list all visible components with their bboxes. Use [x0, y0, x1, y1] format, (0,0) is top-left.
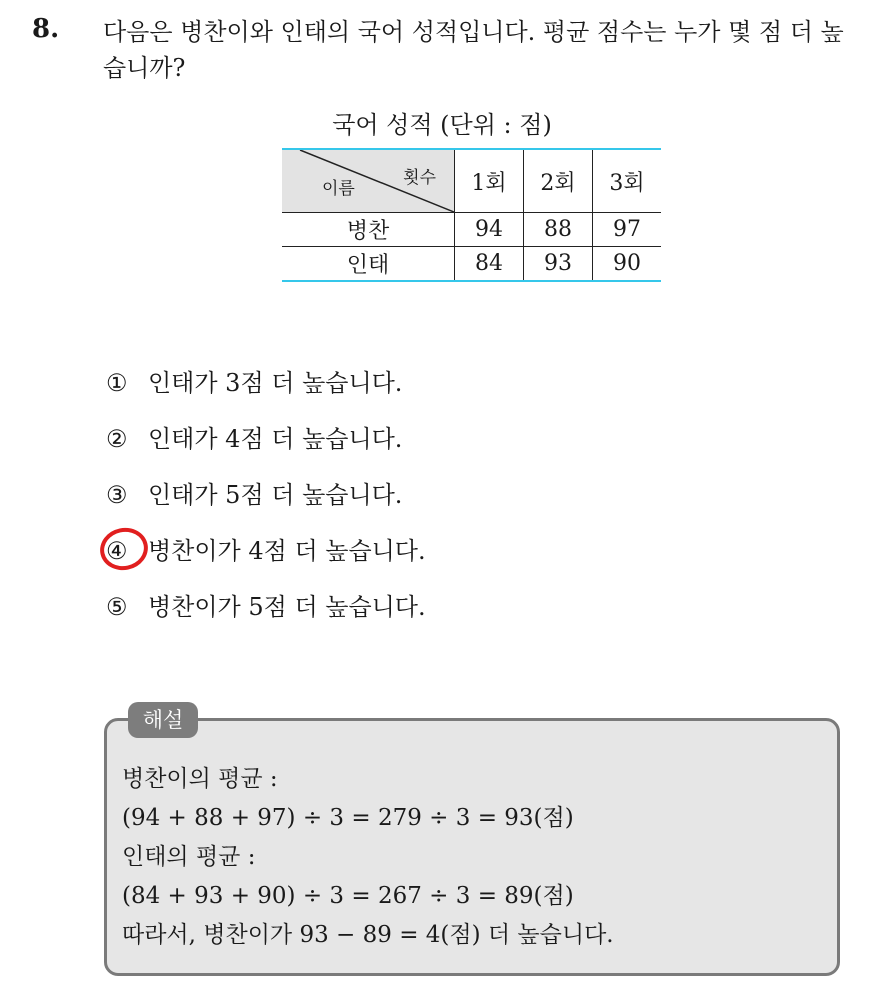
- choice-number: ②: [106, 425, 128, 453]
- answer-choices: [106, 355, 426, 635]
- question-number: 8.: [32, 14, 60, 44]
- explanation-line: (94 + 88 + 97) ÷ 3 = 279 ÷ 3 = 93(점): [122, 805, 574, 831]
- choice-number: ③: [106, 481, 128, 509]
- explanation-tag: 해설: [128, 702, 198, 738]
- table-header-row: [282, 149, 661, 213]
- table-cell: 84: [455, 247, 524, 282]
- table-cell: 93: [524, 247, 593, 282]
- choice-3[interactable]: [106, 467, 426, 523]
- header-count-label: 횟수: [403, 168, 436, 188]
- explanation-line: (84 + 93 + 90) ÷ 3 = 267 ÷ 3 = 89(점): [122, 883, 574, 909]
- row-name: 병찬: [282, 213, 455, 247]
- choice-text: 인태가 4점 더 높습니다.: [148, 425, 403, 453]
- column-header: 2회: [524, 149, 593, 213]
- choice-text: 인태가 5점 더 높습니다.: [148, 481, 403, 509]
- table-cell: 88: [524, 213, 593, 247]
- explanation-line: 따라서, 병찬이가 93 − 89 = 4(점) 더 높습니다.: [122, 922, 614, 948]
- choice-2[interactable]: [106, 411, 426, 467]
- choice-number: ①: [106, 369, 128, 397]
- column-header: 1회: [455, 149, 524, 213]
- choice-text: 병찬이가 4점 더 높습니다.: [148, 537, 426, 565]
- choice-text: 인태가 3점 더 높습니다.: [148, 369, 403, 397]
- explanation-text: [122, 760, 614, 955]
- table-row: [282, 247, 661, 282]
- table-cell: 94: [455, 213, 524, 247]
- table-cell: 90: [593, 247, 662, 282]
- header-name-label: 이름: [322, 179, 355, 199]
- explanation-line: 병찬이의 평균 :: [122, 766, 278, 792]
- table-row: [282, 213, 661, 247]
- table-caption: 국어 성적 (단위 : 점): [332, 111, 552, 139]
- column-header: 3회: [593, 149, 662, 213]
- choice-number: ⑤: [106, 593, 128, 621]
- choice-1[interactable]: [106, 355, 426, 411]
- table-cell: 97: [593, 213, 662, 247]
- choice-text: 병찬이가 5점 더 높습니다.: [148, 593, 426, 621]
- choice-4[interactable]: [106, 523, 426, 579]
- choice-number: ④: [106, 537, 128, 565]
- row-name: 인태: [346, 253, 390, 278]
- question-text: 다음은 병찬이와 인태의 국어 성적입니다. 평균 점수는 누가 몇 점 더 높습니까?: [103, 18, 844, 82]
- explanation-line: 인태의 평균 :: [122, 844, 256, 870]
- choice-5[interactable]: [106, 579, 426, 635]
- diagonal-header-cell: [282, 149, 455, 213]
- score-table: [282, 148, 661, 282]
